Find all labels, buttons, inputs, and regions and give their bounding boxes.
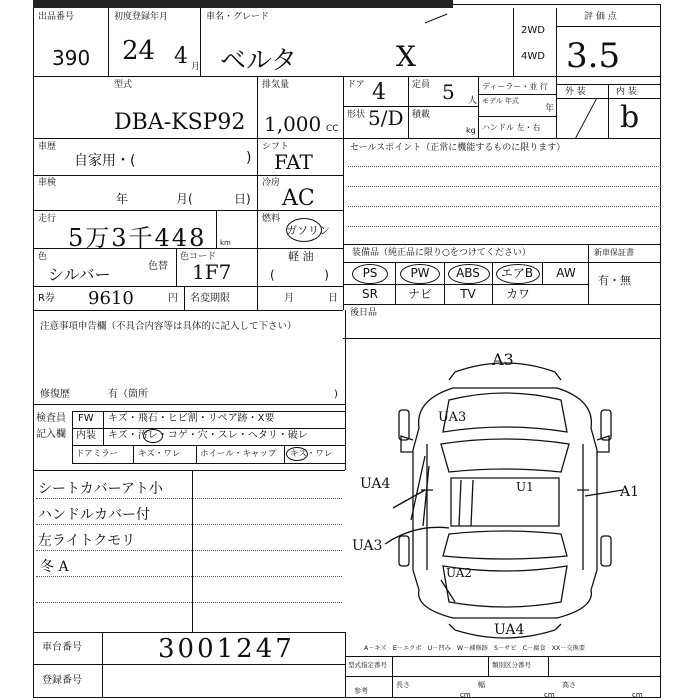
circle-abs [448, 264, 490, 284]
shape-value: 5/D [368, 106, 404, 130]
remark-1: シートカバーアト小 [38, 481, 163, 497]
model-type-label: 型式 [114, 80, 133, 90]
chassis-number-label: 車台番号 [42, 642, 82, 653]
recycle-label: R券 [38, 293, 55, 304]
door-mirror-label: ドアミラー [76, 449, 119, 459]
shaken-label: 車検 [38, 178, 57, 188]
capacity-label: 定員 [412, 80, 431, 90]
load-unit: kg [466, 126, 476, 135]
name-change-day: 日 [328, 293, 338, 304]
fw-head: FW [78, 413, 94, 424]
wheel-cap-label: ホイール・キャップ [200, 449, 277, 459]
remark-3: 左ライトクモリ [38, 533, 136, 549]
registration-month: 4 [174, 44, 188, 69]
car-name-label: 車名・グレード [206, 12, 270, 22]
length-cm: cm [460, 691, 471, 699]
handle-label: ハンドル 左・右 [482, 123, 541, 132]
shaken-year: 年 [116, 192, 129, 206]
color-code-value: 1F7 [192, 260, 232, 284]
remark-2: ハンドルカバー付 [38, 507, 150, 523]
circle-ps [352, 264, 388, 284]
damage-legend: A－キズ E－エクボ U－凹み W－補修跡 S－サビ C－腐食 XX－交換要 [364, 645, 586, 652]
equip-leather: カワ [505, 287, 530, 301]
chassis-number-value: 3001247 [158, 634, 295, 664]
shift-label: シフト [262, 142, 290, 152]
grade-value: X [396, 40, 416, 73]
shift-value: FAT [274, 150, 313, 174]
2wd-label: 2WD [521, 25, 545, 36]
color-value: シルバー [48, 265, 111, 284]
warranty-value: 有・無 [598, 274, 631, 287]
ac-value: AC [282, 186, 315, 211]
mark-left-upper: UA3 [438, 410, 467, 425]
equip-abs: ABS [456, 266, 480, 280]
model-year-unit: 年 [545, 104, 555, 114]
doors-label: ドア [347, 80, 365, 90]
scratch-circle [286, 447, 308, 461]
lot-number-label: 出品番号 [38, 12, 75, 22]
after-items-label: 後日品 [350, 308, 378, 318]
model-type-value: DBA-KSP92 [114, 110, 246, 135]
type-category-label: 類別区分番号 [492, 661, 531, 669]
mark-left-mid: UA4 [360, 476, 391, 492]
history-label: 車歴 [38, 142, 57, 152]
warranty-label: 新車保証書 [594, 248, 634, 257]
displacement-unit: CC [326, 124, 339, 134]
type-designation-label: 型式指定番号 [348, 661, 387, 669]
door-mirror-items: キズ・ワレ [138, 449, 181, 459]
equip-aw: AW [556, 266, 576, 280]
interior-head: 内装 [76, 430, 96, 441]
equip-ps: PS [362, 266, 378, 280]
registration-number-label: 登録番号 [42, 675, 82, 686]
interior-label: 内 装 [616, 87, 637, 97]
length-label: 長さ [396, 681, 410, 689]
sales-point-label: セールスポイント（正常に機能するものに限ります） [350, 143, 566, 153]
name-change-label: 名変期限 [190, 293, 230, 304]
history-close: ) [246, 150, 252, 166]
width-cm: cm [544, 691, 555, 699]
fw-items: キズ・飛石・ヒビ割・リペア跡・X要 [108, 413, 275, 424]
capacity-value: 5 [442, 80, 455, 104]
mark-right: A1 [620, 484, 640, 500]
score-value: 3.5 [566, 36, 621, 76]
equip-navi: ナビ [407, 287, 432, 301]
mark-bottom-inner: UA2 [446, 566, 473, 580]
shaken-month: 月( [176, 192, 193, 206]
doors-value: 4 [372, 80, 386, 105]
diesel-paren: ( ) [270, 268, 329, 282]
mark-bottom: UA4 [494, 622, 525, 638]
equipment-label: 装備品（純正品に限り○をつけてください） [352, 248, 531, 258]
wheel-cap-items: キズ・ワレ [290, 449, 333, 459]
dealer-label: ディーラー・並 行 [482, 82, 548, 91]
displacement-label: 排気量 [262, 80, 290, 90]
color-code-label: 色コード [180, 252, 217, 262]
score-label: 評 価 点 [584, 12, 617, 22]
height-cm: cm [632, 691, 643, 699]
model-year-label: モデル 年式 [482, 97, 519, 105]
recycle-value: 9610 [88, 288, 134, 309]
equip-tv: TV [460, 287, 476, 301]
fuel-circle [286, 218, 322, 242]
capacity-unit: 人 [468, 96, 478, 106]
circle-pw [400, 264, 440, 284]
inspector-label: 検査員 [36, 413, 66, 424]
color-label: 色 [38, 252, 48, 262]
reference-label: 参考 [354, 687, 368, 695]
first-registration-label: 初度登録年月 [114, 12, 169, 22]
circle-airbag [496, 264, 540, 284]
repair-history-label: 修復歴 [40, 389, 70, 400]
width-label: 幅 [478, 681, 485, 689]
load-label: 積載 [412, 110, 431, 120]
mileage-unit: km [220, 239, 231, 247]
entry-label: 記入欄 [36, 429, 66, 440]
interior-score: b [620, 100, 640, 135]
lot-number-value: 390 [52, 46, 91, 70]
mileage-label: 走行 [38, 214, 57, 224]
top-header-bar [33, 0, 453, 8]
interior-items: キズ・汚レ・コゲ・穴・スレ・ヘタリ・破レ [108, 430, 308, 441]
diesel-label: 軽 油 [288, 250, 314, 263]
car-name-value: ベルタ [220, 46, 297, 76]
equip-sr: SR [362, 287, 378, 301]
color-change-label: 色替 [148, 261, 168, 272]
mark-left-lower: UA3 [352, 538, 383, 554]
ac-label: 冷房 [262, 178, 281, 188]
remark-4: 冬 A [40, 559, 69, 575]
registration-month-unit: 月 [191, 62, 201, 72]
4wd-label: 4WD [521, 51, 545, 62]
mark-center: U1 [516, 480, 534, 494]
fuel-label: 燃料 [262, 214, 281, 224]
car-diagram [345, 340, 661, 640]
history-value: 自家用・( [74, 153, 136, 169]
displacement-value: 1,000 [264, 112, 322, 136]
equip-airbag: エアB [500, 266, 534, 280]
notes-label: 注意事項申告欄（不具合内容等は具体的に記入して下さい） [40, 321, 297, 332]
exterior-label: 外 装 [565, 87, 586, 97]
shape-label: 形状 [347, 110, 366, 120]
mark-top: A3 [492, 350, 514, 369]
name-change-month: 月 [284, 293, 294, 304]
recycle-unit: 円 [168, 293, 178, 304]
fuel-value: ガソリン [286, 224, 330, 237]
repair-history-close: ) [334, 389, 338, 400]
registration-year: 24 [122, 36, 156, 66]
equip-pw: PW [410, 266, 430, 280]
interior-dirt-circle [143, 429, 163, 443]
mileage-value: 5万3千448 [68, 224, 207, 252]
shaken-day: 日) [234, 192, 251, 206]
repair-history-value: 有（箇所 [108, 389, 148, 400]
height-label: 高さ [562, 681, 576, 689]
